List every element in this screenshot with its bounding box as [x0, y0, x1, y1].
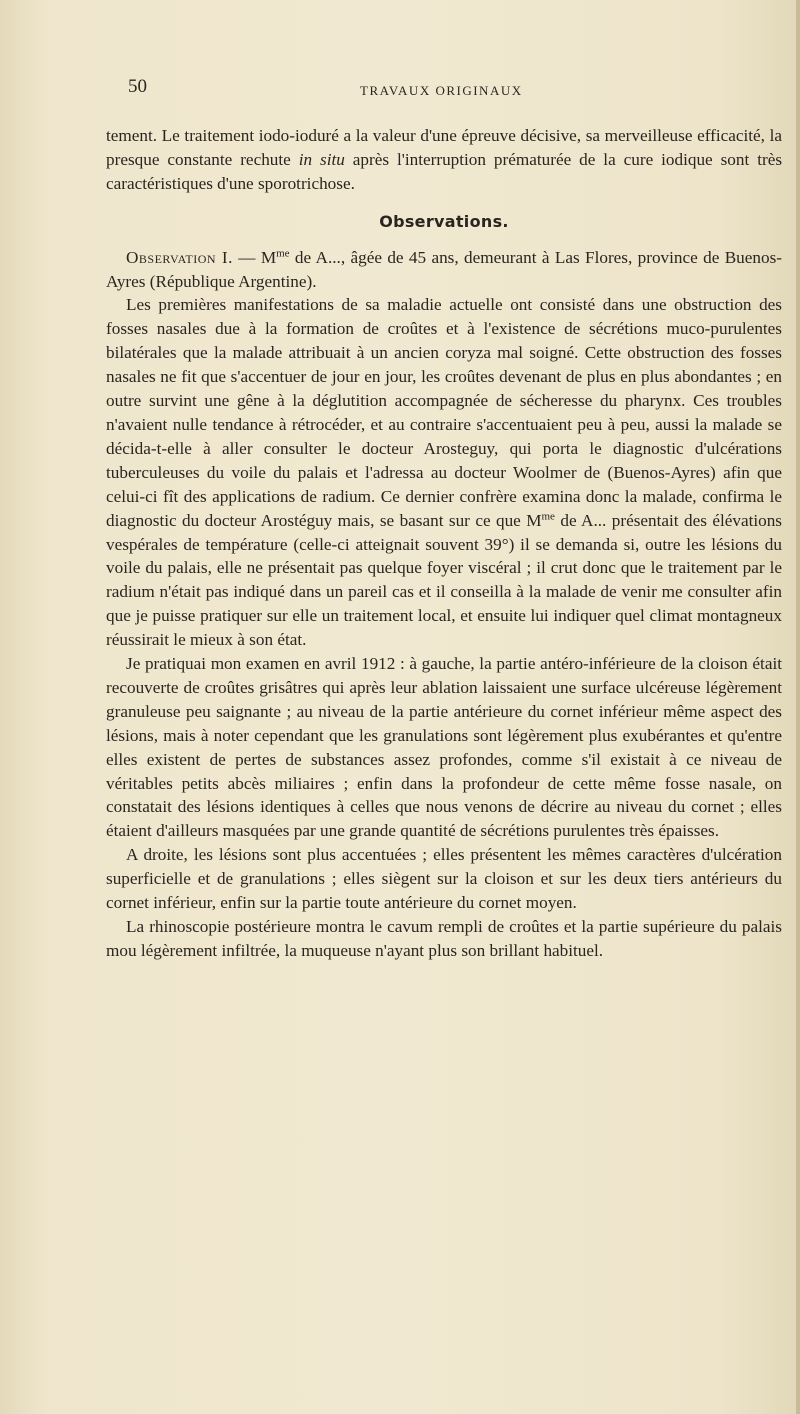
- observation-intro-sup: me: [276, 246, 290, 259]
- observation-label: Observation I.: [126, 247, 233, 267]
- page-header: [128, 76, 768, 102]
- body-text: [106, 124, 782, 963]
- paragraph-history-sup: me: [541, 509, 555, 522]
- observation-header: [106, 246, 782, 294]
- italic-phrase: in situ: [298, 149, 345, 169]
- page-edge: [796, 0, 800, 1414]
- paragraph-history: [106, 293, 782, 652]
- section-title: Observations.: [379, 211, 509, 231]
- paragraph-history-b: de A... présentait des élévations vespérales de température (celle-ci atteignait souvent 39°) il se demanda si, outre les lésions du voile du palais, elle ne présentait pas quelque foyer viscéral ; il crut donc que le traitement par le radium n'était pas indiqué dans un pareil cas et il conseilla à la malade de venir me consulter afin que je puisse pratiquer sur elle un traitement local, et ensuite lui indiquer quel climat montagneux réussirait le mieux à son état.: [106, 510, 782, 650]
- paragraph-exam-left: Je pratiquai mon examen en avril 1912 : à gauche, la partie antéro-inférieure de la cloison était recouverte de croûtes grisâtres qui après leur ablation laissaient une surface ulcéreuse légèrement granuleuse peu saignante ; au niveau de la partie antérieure du cornet inférieur même aspect des lésions, mais à noter cependant que les granulations sont légèrement plus exubérantes et qu'entre elles existent de pertes de substances assez profondes, comme s'il existait à ce niveau de véritables petits abcès miliaires ; enfin dans la profondeur de cette même fosse nasale, on constatait des lésions identiques à celles que nous venons de décrire au niveau du cornet ; elles étaient d'ailleurs masquées par une grande quantité de sécrétions purulentes très épaisses.: [106, 654, 782, 841]
- running-head: TRAVAUX ORIGINAUX: [360, 83, 523, 98]
- paragraph-exam-right: A droite, les lésions sont plus accentuées ; elles présentent les mêmes caractères d'ulcération superficielle et de granulations ; elles siègent sur la cloison et sur les deux tiers antérieurs du cornet inférieur, enfin sur la partie toute antérieure du cornet moyen.: [106, 845, 782, 913]
- page-number: 50: [128, 76, 147, 97]
- paragraph-rhinoscopy: La rhinoscopie postérieure montra le cavum rempli de croûtes et la partie supérieure du palais mou légèrement infiltrée, la muqueuse n'ayant plus son brillant habituel.: [106, 917, 782, 960]
- paragraph-intro-rest: après l'interruption prématurée de la cure iodique sont très caractéristiques d'une sporotrichose.: [106, 149, 783, 193]
- paragraph-intro: [106, 124, 782, 196]
- observation-intro-b: de A..., âgée de 45 ans, demeurant à Las Flores, province de Buenos-Ayres (République Argentine).: [106, 247, 782, 291]
- observation-intro-a: — M: [232, 247, 277, 267]
- paragraph-history-a: Les premières manifestations de sa maladie actuelle ont consisté dans une obstruction des fosses nasales due à la formation de croûtes et à l'existence de sécrétions muco-purulentes bilatérales que la malade attribuait à un ancien coryza mal soigné. Cette obstruction des fosses nasales ne fit que s'accentuer de jour en jour, les croûtes devenant de plus en plus abondantes ; en outre survint une gêne à la déglutition accompagnée de sécheresse du pharynx. Ces troubles n'avaient nulle tendance à rétrocéder, et au contraire s'accentuaient peu à peu, aussi la malade se décida-t-elle à aller consulter le docteur Arosteguy, qui porta le diagnostic d'ulcérations tuberculeuses du voile du palais et l'adressa au docteur Woolmer de (Buenos-Ayres) afin que celui-ci fît des applications de radium. Ce dernier confrère examina donc la malade, confirma le diagnostic du docteur Arostéguy mais, se basant sur ce que M: [106, 295, 782, 530]
- paragraph-intro-text: tement. Le traitement iodo-ioduré a la valeur d'une épreuve décisive, sa merveilleuse efficacité, la presque constante rechute: [106, 126, 782, 169]
